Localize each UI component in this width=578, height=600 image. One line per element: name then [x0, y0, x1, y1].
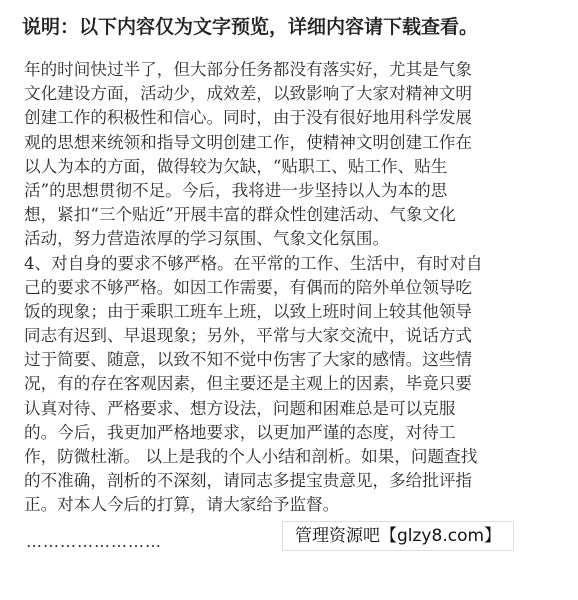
preview-notice: 说明：以下内容仅为文字预览，详细内容请下载查看。 — [22, 16, 479, 38]
body-line: 想，紧扣“三个贴近”开展丰富的群众性创建活动、气象文化 — [24, 205, 456, 225]
watermark-banner: 管理资源吧【glzy8.com】 — [282, 521, 514, 551]
body-line: 作，防微杜渐。 以上是我的个人小结和剖析。如果，问题查找 — [24, 447, 478, 466]
body-line: 同志有迟到、早退现象；另外，平常与大家交流中，说话方式 — [24, 326, 473, 346]
body-line: 创建工作的积极性和信心。同时，由于没有很好地用科学发展 — [24, 108, 473, 128]
body-line: 过于简要、随意，以致不知不觉中伤害了大家的感情。这些情 — [24, 350, 473, 370]
ellipsis-dots: …………………… — [26, 532, 162, 551]
body-line: 正。对本人今后的打算，请大家给予监督。 — [24, 495, 340, 515]
body-line: 观的思想来统领和指导文明创建工作，使精神文明创建工作在 — [24, 132, 473, 152]
body-line: 以人为本的方面，做得较为欠缺，“贴职工、贴工作、贴生 — [24, 156, 448, 176]
body-line: 活动，努力营造浓厚的学习氛围、气象文化氛围。 — [24, 229, 390, 249]
document-body — [24, 58, 554, 518]
body-line: 活”的思想贯彻不足。今后，我将进一步坚持以人为本的思 — [24, 180, 448, 200]
body-line: 己的要求不够严格。如因工作需要，有偶而的陪外单位领导吃 — [24, 277, 473, 297]
body-line: 的。今后，我更加严格地要求，以更加严谨的态度，对待工 — [24, 422, 456, 442]
body-line: 4、对自身的要求不够严格。在平常的工作、生活中，有时对自 — [24, 253, 483, 273]
body-line: 年的时间快过半了，但大部分任务都没有落实好，尤其是气象 — [24, 60, 473, 79]
body-line: 况，有的存在客观因素，但主要还是主观上的因素，毕竟只要 — [24, 374, 473, 394]
body-line: 认真对待、严格要求、想方设法，问题和困难总是可以克服 — [24, 398, 456, 418]
body-line: 饭的现象；由于乘职工班车上班，以致上班时间上较其他领导 — [24, 301, 473, 321]
body-line: 的不准确，剖析的不深刻，请同志多提宝贵意见，多给批评指 — [24, 471, 473, 491]
body-line: 文化建设方面，活动少，成效差，以致影响了大家对精神文明 — [24, 84, 473, 104]
